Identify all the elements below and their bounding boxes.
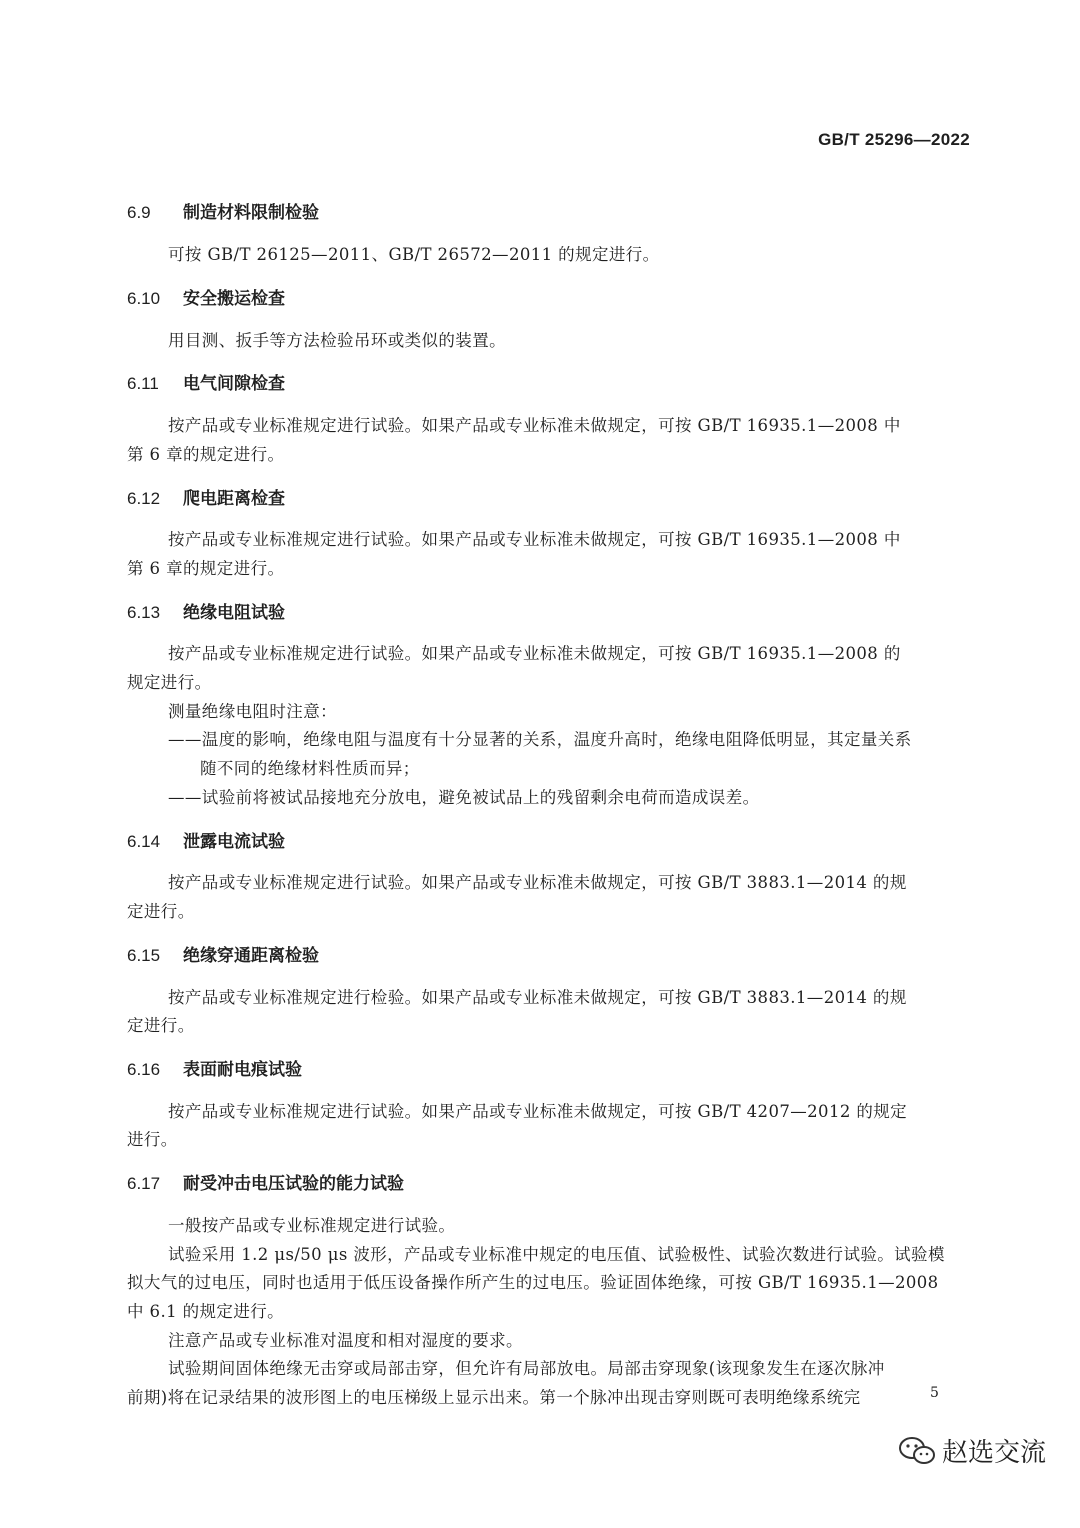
paragraph-line: 第 6 章的规定进行。 (127, 559, 285, 578)
section-title: 电气间隙检查 (183, 374, 285, 394)
section-title: 制造材料限制检验 (183, 203, 319, 223)
paragraph-line: 一般按产品或专业标准规定进行试验。 (168, 1216, 456, 1235)
dash-list-item: ——试验前将被试品接地充分放电，避免被试品上的残留剩余电荷而造成误差。 (168, 788, 760, 807)
section-heading-6-13 (127, 598, 285, 623)
paragraph-line: 按产品或专业标准规定进行试验。如果产品或专业标准未做规定，可按 GB/T 3883.1—2014 的规 (168, 873, 907, 892)
section-title: 爬电距离检查 (183, 489, 285, 509)
section-number: 6.12 (127, 489, 161, 508)
section-number: 6.9 (127, 203, 151, 222)
section-number: 6.10 (127, 289, 161, 308)
watermark-text: 赵选交流 (942, 1438, 1047, 1468)
paragraph-line: 用目测、扳手等方法检验吊环或类似的装置。 (168, 331, 506, 350)
section-heading-6-16 (127, 1055, 302, 1080)
section-number: 6.14 (127, 832, 161, 851)
paragraph-line: 注意产品或专业标准对温度和相对湿度的要求。 (168, 1331, 523, 1350)
paragraph-line: 按产品或专业标准规定进行试验。如果产品或专业标准未做规定，可按 GB/T 16935.1—2008 的 (168, 644, 901, 663)
paragraph-line: 按产品或专业标准规定进行检验。如果产品或专业标准未做规定，可按 GB/T 3883.1—2014 的规 (168, 988, 907, 1007)
paragraph-line: 前期)将在记录结果的波形图上的电压梯级上显示出来。第一个脉冲出现击穿则既可表明绝缘系统完 (127, 1388, 861, 1407)
section-title: 泄露电流试验 (183, 832, 285, 852)
section-number: 6.11 (127, 374, 159, 393)
paragraph-line: 定进行。 (127, 902, 195, 921)
paragraph-line: 第 6 章的规定进行。 (127, 445, 285, 464)
dash-list-continuation: 随不同的绝缘材料性质而异； (200, 759, 420, 778)
section-title: 绝缘电阻试验 (183, 603, 285, 623)
section-heading-6-11 (127, 369, 285, 394)
section-title: 耐受冲击电压试验的能力试验 (183, 1174, 404, 1194)
section-heading-6-9 (127, 198, 319, 223)
dash-list-item: ——温度的影响，绝缘电阻与温度有十分显著的关系，温度升高时，绝缘电阻降低明显，其定量关系 (168, 730, 912, 749)
paragraph-line: 试验期间固体绝缘无击穿或局部击穿，但允许有局部放电。局部击穿现象(该现象发生在逐次脉冲 (168, 1359, 885, 1378)
wechat-icon (898, 1436, 936, 1466)
section-number: 6.16 (127, 1060, 161, 1079)
watermark (898, 1432, 1046, 1469)
page-number: 5 (930, 1385, 939, 1401)
section-heading-6-12 (127, 484, 285, 509)
section-title: 表面耐电痕试验 (183, 1060, 302, 1080)
section-title: 安全搬运检查 (183, 289, 285, 309)
section-heading-6-17 (127, 1169, 404, 1194)
paragraph-line: 规定进行。 (127, 673, 212, 692)
section-heading-6-14 (127, 827, 285, 852)
paragraph-line: 按产品或专业标准规定进行试验。如果产品或专业标准未做规定，可按 GB/T 4207—2012 的规定 (168, 1102, 908, 1121)
section-number: 6.15 (127, 946, 161, 965)
paragraph-line: 可按 GB/T 26125—2011、GB/T 26572—2011 的规定进行。 (168, 245, 660, 264)
paragraph-line: 定进行。 (127, 1016, 195, 1035)
paragraph-line: 拟大气的过电压，同时也适用于低压设备操作所产生的过电压。验证固体绝缘，可按 GB/T 16935.1—2008 (127, 1273, 939, 1292)
paragraph-line: 中 6.1 的规定进行。 (127, 1302, 285, 1321)
section-number: 6.17 (127, 1174, 161, 1193)
section-number: 6.13 (127, 603, 161, 622)
paragraph-line: 按产品或专业标准规定进行试验。如果产品或专业标准未做规定，可按 GB/T 16935.1—2008 中 (168, 530, 901, 549)
paragraph-line: 进行。 (127, 1130, 178, 1149)
section-heading-6-10 (127, 284, 285, 309)
section-heading-6-15 (127, 941, 319, 966)
paragraph-line: 试验采用 1.2 μs/50 μs 波形，产品或专业标准中规定的电压值、试验极性、试验次数进行试验。试验模 (168, 1245, 945, 1264)
section-title: 绝缘穿通距离检验 (183, 946, 319, 966)
paragraph-line: 测量绝缘电阻时注意： (168, 702, 337, 721)
paragraph-line: 按产品或专业标准规定进行试验。如果产品或专业标准未做规定，可按 GB/T 16935.1—2008 中 (168, 416, 901, 435)
standard-code: GB/T 25296—2022 (818, 130, 970, 149)
